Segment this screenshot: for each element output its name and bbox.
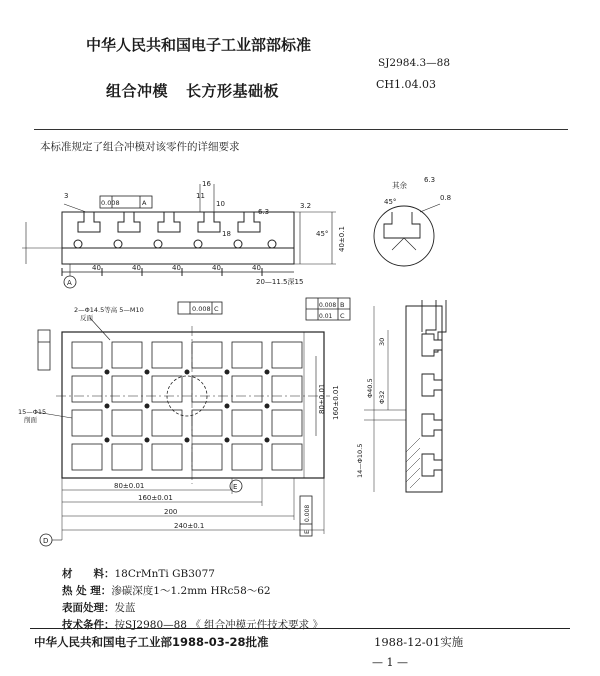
tol-datum-e: E xyxy=(303,529,311,534)
dim-18: 18 xyxy=(222,230,231,238)
front-view-base xyxy=(62,248,294,264)
section-hatching xyxy=(406,438,420,488)
detail-roughness: 0.8 xyxy=(440,194,452,202)
dim-40-e: 40 xyxy=(252,264,261,272)
section-slots xyxy=(422,334,442,476)
tol-flatness: 0.01 xyxy=(319,313,333,320)
spec-surface-treatment-label: 表面处理： xyxy=(62,602,115,614)
plan-view xyxy=(36,298,350,546)
spec-heat-treatment-label: 热 处 理： xyxy=(62,585,112,597)
side-holes-callout: 15—Φ15 xyxy=(18,408,47,416)
spec-surface-treatment-value: 发蓝 xyxy=(114,602,136,614)
holes-callout-2: 反面 xyxy=(80,314,93,322)
roughness-32: 3.2 xyxy=(300,202,312,210)
tol-datum-a: A xyxy=(142,199,147,207)
side-holes-callout-2: 削面 xyxy=(24,416,37,424)
approval-note: 中华人民共和国电子工业部1988-03-28批准 xyxy=(34,635,269,649)
classification-code: CH1.04.03 xyxy=(376,78,436,91)
dim-side-height: 40±0.1 xyxy=(338,226,346,252)
dim-v-80: 80±0.01 xyxy=(318,383,326,414)
dim-40-b: 40 xyxy=(132,264,141,272)
spec-heat-treatment-value: 渗碳深度1～1.2mm HRc58～62 xyxy=(111,585,271,597)
section-view xyxy=(364,300,446,492)
dim-30: 30 xyxy=(378,337,386,346)
datum-a-label: A xyxy=(67,279,72,287)
plan-holes xyxy=(105,370,270,443)
spec-technical-conditions-value: 按SJ2980—88 《 组合冲模元件技术要求 》 xyxy=(114,619,323,631)
dim-40-a: 40 xyxy=(92,264,101,272)
datum-e-label: E xyxy=(233,483,238,491)
dim-11: 11 xyxy=(196,192,205,200)
effective-date: 1988-12-01实施 xyxy=(374,635,464,649)
dim-phi40: Φ40.5 xyxy=(366,378,374,398)
dim-240: 240±0.1 xyxy=(174,522,205,530)
dim-phi32: Φ32 xyxy=(378,390,386,404)
standard-number: SJ2984.3—88 xyxy=(378,57,451,69)
page-number: — 1 — xyxy=(372,656,408,669)
spec-material-label: 材 料： xyxy=(62,568,115,580)
footer-rule xyxy=(30,628,570,629)
dim-200: 200 xyxy=(164,508,178,516)
roughness-label: 6.3 xyxy=(258,208,270,216)
dim-16: 16 xyxy=(202,180,211,188)
tol-datum-b: B xyxy=(340,301,345,309)
front-holes xyxy=(74,240,276,248)
detail-view xyxy=(374,204,440,266)
surface-finish-value: 6.3 xyxy=(424,176,436,184)
t-slots xyxy=(78,212,260,232)
plan-outline xyxy=(62,332,324,478)
tol-datum-c: C xyxy=(340,312,345,320)
tol-parallel-e: 0.008 xyxy=(304,504,311,522)
surface-finish-note: 其余 xyxy=(392,181,407,190)
holes-callout: 2—Φ14.5等高 5—M10 xyxy=(74,306,144,314)
dim-10: 10 xyxy=(216,200,225,208)
title-part-2: 长方形基础板 xyxy=(186,82,280,100)
dim-40-c: 40 xyxy=(172,264,181,272)
dim-3: 3 xyxy=(64,192,69,200)
dim-160: 160±0.01 xyxy=(138,494,173,502)
spec-technical-conditions-label: 技术条件： xyxy=(62,619,115,631)
issuing-organization: 中华人民共和国电子工业部部标准 xyxy=(86,36,312,54)
dim-v-160: 160±0.01 xyxy=(332,385,340,420)
tol-parallel-a: 0.008 xyxy=(101,199,120,207)
dim-14-m10: 14—Φ10.5 xyxy=(356,443,364,478)
dim-40-d: 40 xyxy=(212,264,221,272)
spec-material-value: 18CrMnTi GB3077 xyxy=(114,568,215,580)
detail-angle: 45° xyxy=(384,198,397,206)
dim-20-slots: 20—11.5深15 xyxy=(256,278,304,286)
dim-80: 80±0.01 xyxy=(114,482,145,490)
title-part-1: 组合冲模 xyxy=(106,82,169,100)
dim-45: 45° xyxy=(316,230,329,238)
datum-d-label: D xyxy=(43,537,49,545)
tol-parallel-c: 0.008 xyxy=(192,305,211,313)
tol-parallel-b: 0.008 xyxy=(319,302,337,309)
front-view xyxy=(22,184,336,288)
spec-technical-conditions xyxy=(62,613,323,632)
scope-statement: 本标准规定了组合冲模对该零件的详细要求 xyxy=(40,141,240,153)
tol-datum-c-top: C xyxy=(214,305,219,313)
